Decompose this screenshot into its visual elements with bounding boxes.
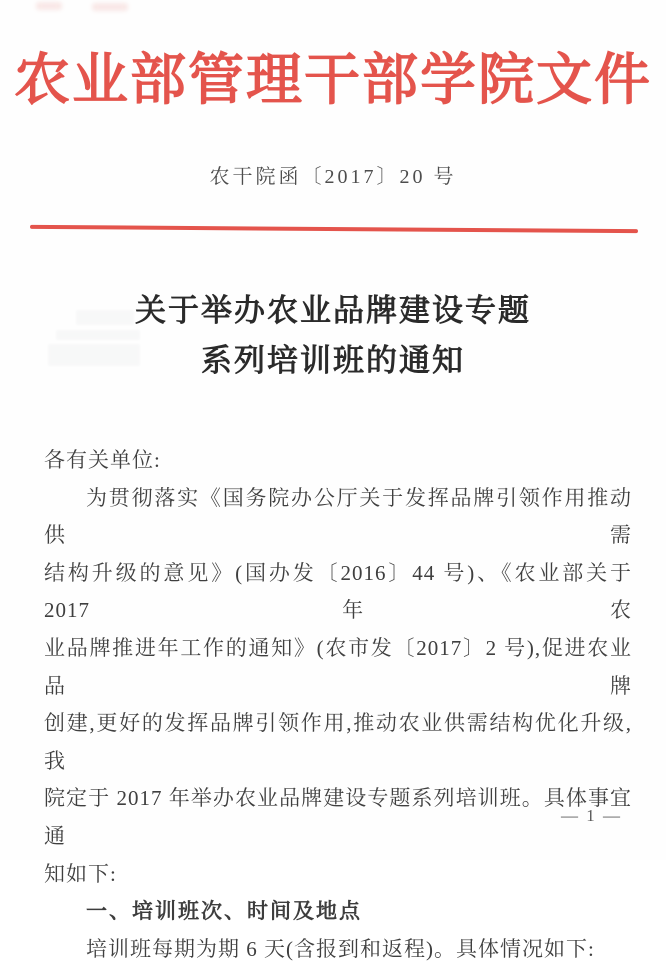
body-line: 知如下: xyxy=(44,861,117,886)
body-line: 结构升级的意见》(国办发〔2016〕44 号)、《农业部关于 2017 年农 xyxy=(44,560,632,623)
document-body xyxy=(44,442,632,968)
document-number: 农干院函〔2017〕20 号 xyxy=(209,166,457,188)
page-number: — 1 — xyxy=(561,806,622,825)
body-line: 培训班每期为期 6 天(含报到和返程)。具体情况如下: xyxy=(86,936,595,961)
body-line: 业品牌推进年工作的通知》(农市发〔2017〕2 号),促进农业品牌 xyxy=(44,635,632,698)
scan-artifact-top-left xyxy=(36,2,62,10)
body-line: 为贯彻落实《国务院办公厅关于发挥品牌引领作用推动供需 xyxy=(44,485,632,548)
salutation-line: 各有关单位: xyxy=(44,448,161,472)
scan-artifact-top-center xyxy=(92,3,128,11)
letterhead-title: 农业部管理干部学院文件 xyxy=(14,50,652,112)
document-title-line-1: 关于举办农业品牌建设专题 xyxy=(135,293,531,328)
red-separator-line xyxy=(30,225,638,233)
document-title-line-2: 系列培训班的通知 xyxy=(201,343,465,378)
body-line: 创建,更好的发挥品牌引领作用,推动农业供需结构优化升级,我 xyxy=(44,711,632,773)
section-heading: 一、培训班次、时间及地点 xyxy=(86,900,362,924)
body-line: 院定于 2017 年举办农业品牌建设专题系列培训班。具体事宜通 xyxy=(44,786,632,848)
